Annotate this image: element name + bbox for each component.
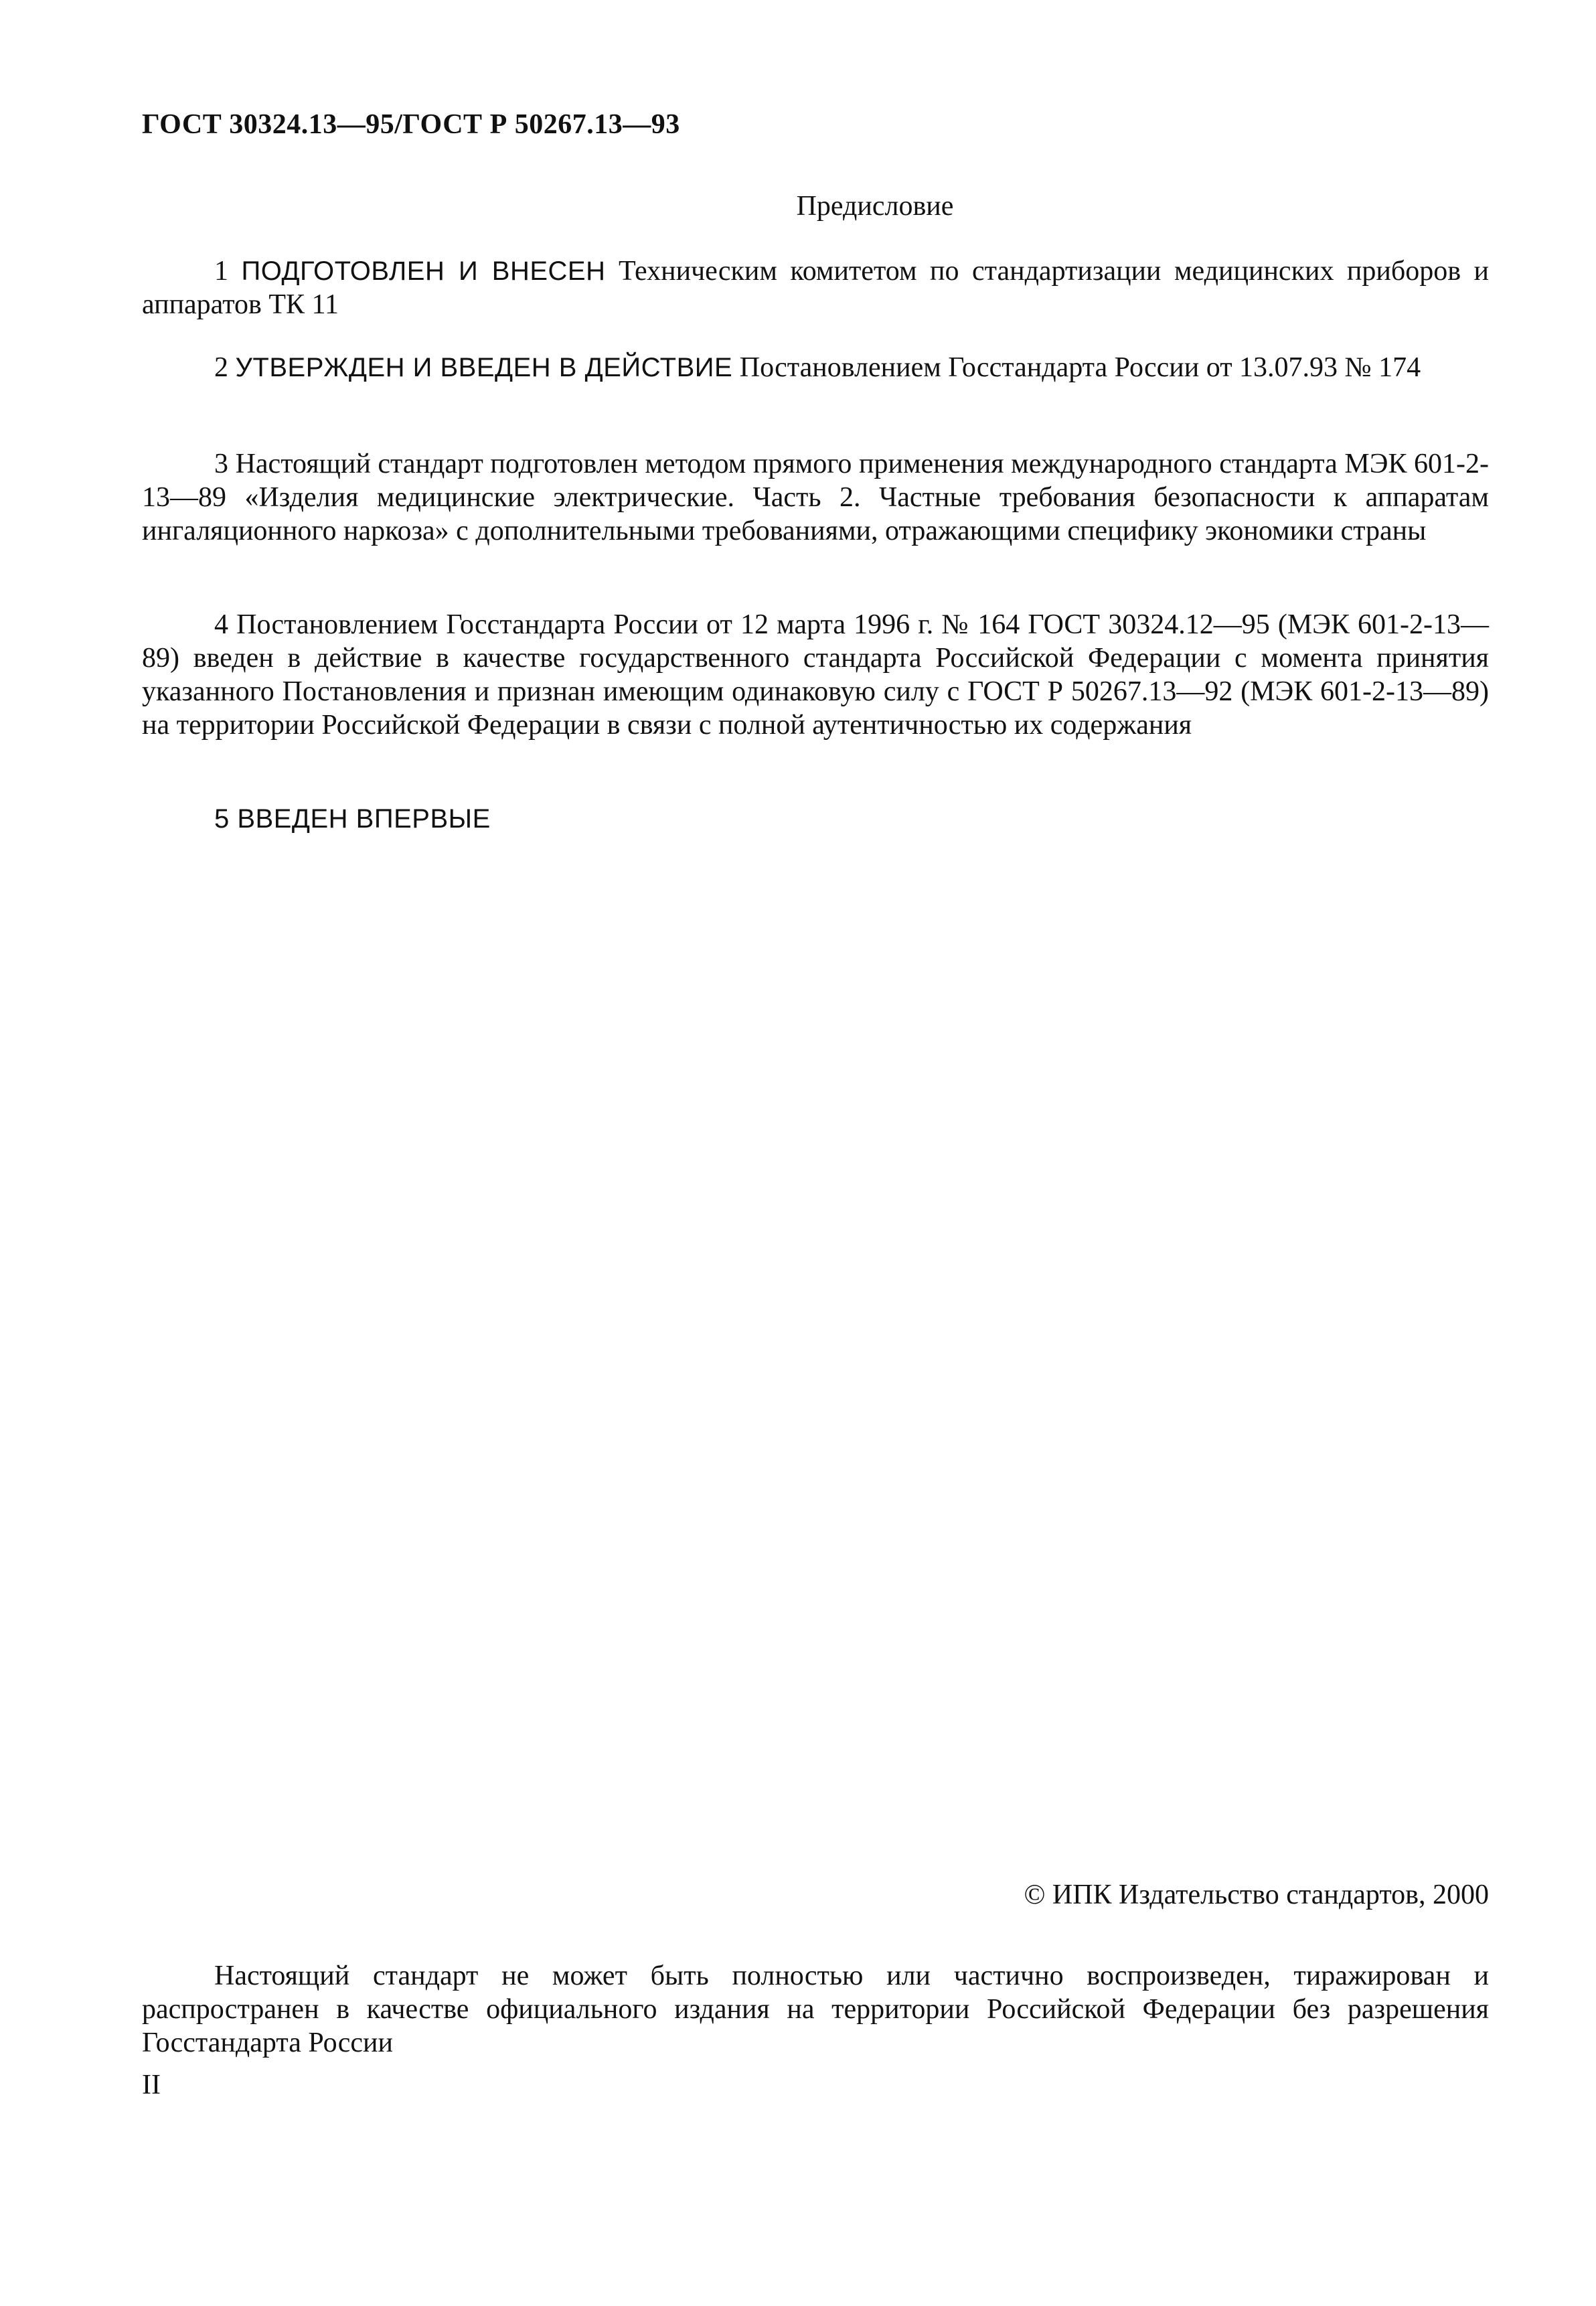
foreword-item-5 <box>214 802 491 836</box>
document-header: ГОСТ 30324.13—95/ГОСТ Р 50267.13—93 <box>142 109 680 140</box>
item-text: Настоящий стандарт подготовлен методом прямого применения международного стандарта МЭК 601-2-13—89 «Изделия медицинские электрические. Часть 2. Частные требования безопасности к аппаратам ингаляционного наркоза» с дополнительными требованиями, отражающими специфику экономики страны <box>142 449 1490 546</box>
reproduction-notice: Настоящий стандарт не может быть полностью или частично воспроизведен, тиражирован и распространен в качестве официального издания на территории Российской Федерации без разрешения Госстандарта России <box>142 1961 1489 2058</box>
item-number: 2 <box>214 352 228 383</box>
foreword-item-4 <box>142 608 1489 742</box>
item-text: Постановлением Госстандарта России от 13.07.93 № 174 <box>739 352 1421 383</box>
page-title: Предисловие <box>796 191 954 222</box>
item-caps-heading: ПОДГОТОВЛЕН И ВНЕСЕН <box>241 256 606 286</box>
item-caps-heading: ВВЕДЕН ВПЕРВЫЕ <box>237 804 491 834</box>
foreword-item-1 <box>142 254 1489 321</box>
item-number: 4 <box>214 609 228 640</box>
copyright-line: © ИПК Издательство стандартов, 2000 <box>1024 1879 1489 1910</box>
foreword-item-3 <box>142 447 1489 548</box>
page-number: II <box>142 2070 161 2100</box>
item-number: 5 <box>214 804 230 834</box>
item-text: Техническим комитетом по стандартизации медицинских приборов и аппаратов ТК 11 <box>142 256 1490 320</box>
item-text: Постановлением Госстандарта России от 12 марта 1996 г. № 164 ГОСТ 30324.12—95 (МЭК 601-2-13—89) введен в действие в качестве государственного стандарта Российской Федерации с момента принятия указанного Постановления и признан имеющим одинаковую силу с ГОСТ Р 50267.13—92 (МЭК 601-2-13—89) на территории Российской Федерации в связи с полной аутентичностью их содержания <box>142 609 1490 741</box>
item-number: 3 <box>214 449 228 479</box>
item-caps-heading: УТВЕРЖДЕН И ВВЕДЕН В ДЕЙСТВИЕ <box>235 353 733 382</box>
item-number: 1 <box>214 256 228 287</box>
foreword-item-2 <box>142 351 1489 384</box>
